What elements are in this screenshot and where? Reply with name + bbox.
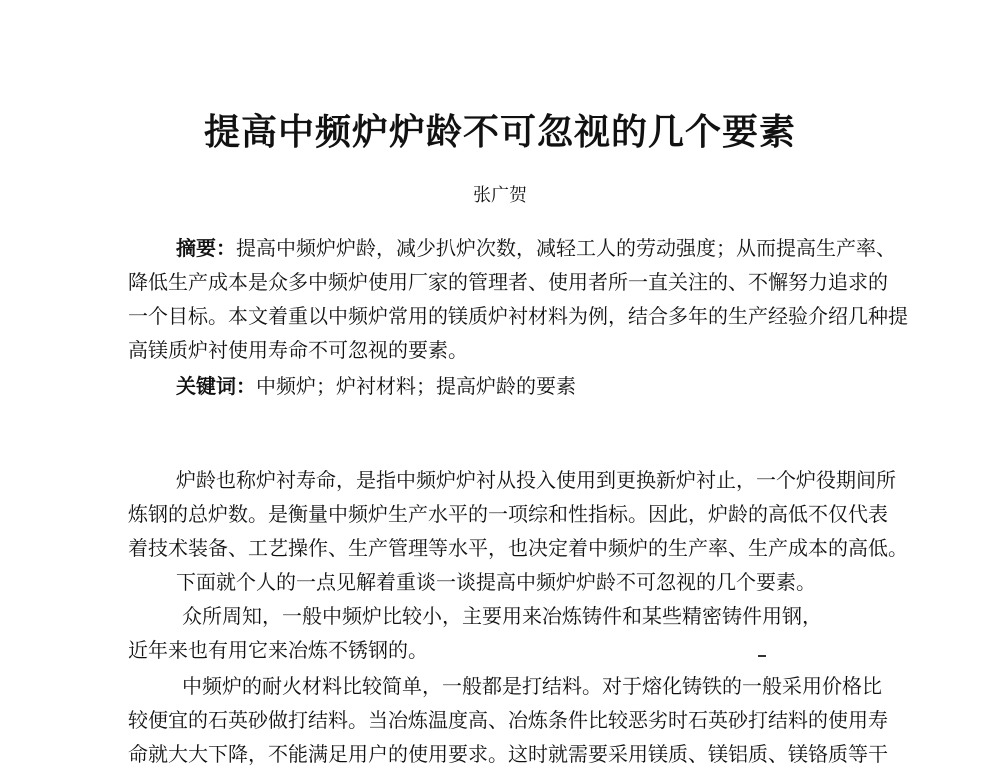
body-line-6: 近年来也有用它来冶炼不锈钢的。 [128,638,428,662]
abstract-line-4: 高镁质炉衬使用寿命不可忽视的要素。 [128,338,468,362]
keywords-text: 中频炉；炉衬材料；提高炉龄的要素 [256,374,576,398]
body-line-2: 炼钢的总炉数。是衡量中频炉生产水平的一项综和性指标。因此，炉龄的高低不仅代表 [128,502,888,526]
body-line-3: 着技术装备、工艺操作、生产管理等水平，也决定着中频炉的生产率、生产成本的高低。 [128,536,908,560]
scan-speck [758,655,766,657]
body-line-5: 众所周知，一般中频炉比较小，主要用来冶炼铸件和某些精密铸件用钢， [182,604,822,628]
body-line-9: 命就大大下降，不能满足用户的使用要求。这时就需要采用镁质、镁铝质、镁铬质等干 [128,742,888,766]
keywords-label: 关键词： [176,374,256,398]
abstract-line-1 [176,232,896,264]
abstract-label: 摘要： [176,236,236,260]
abstract-text: 提高中频炉炉龄，减少扒炉次数，减轻工人的劳动强度；从而提高生产率、 [236,236,896,260]
body-line-8: 较便宜的石英砂做打结料。当冶炼温度高、冶炼条件比较恶劣时石英砂打结料的使用寿 [128,708,888,732]
abstract-line-2: 降低生产成本是众多中频炉使用厂家的管理者、使用者所一直关注的、不懈努力追求的 [128,270,888,294]
body-line-7: 中频炉的耐火材料比较简单，一般都是打结料。对于熔化铸铁的一般采用价格比 [182,674,882,698]
page-title: 提高中频炉炉龄不可忽视的几个要素 [203,111,796,153]
body-line-1: 炉龄也称炉衬寿命，是指中频炉炉衬从投入使用到更换新炉衬止，一个炉役期间所 [176,468,896,492]
body-line-4: 下面就个人的一点见解着重谈一谈提高中频炉炉龄不可忽视的几个要素。 [176,570,816,594]
keywords-line [176,370,576,402]
author-name: 张广贺 [473,185,527,206]
abstract-line-3: 一个目标。本文着重以中频炉常用的镁质炉衬材料为例，结合多年的生产经验介绍几种提 [128,304,908,328]
